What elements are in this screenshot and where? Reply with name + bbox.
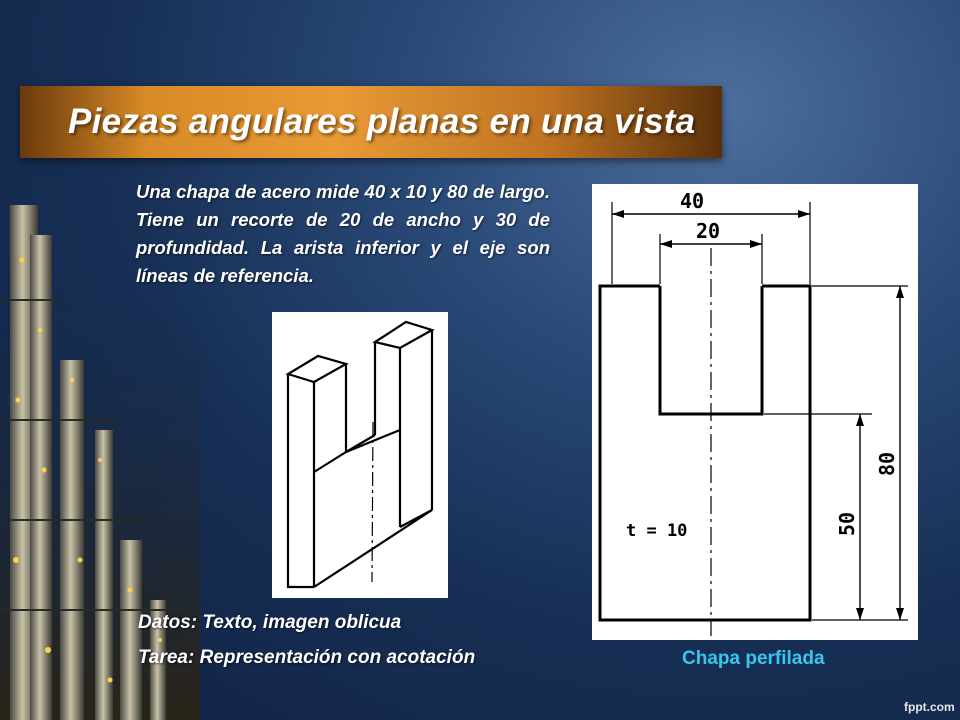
- dim-label-80: 80: [875, 451, 899, 476]
- technical-drawing-panel: [592, 184, 918, 640]
- dim-label-20: 20: [696, 219, 721, 243]
- dim-label-40: 40: [680, 189, 705, 213]
- dimensioned-drawing: [592, 184, 918, 640]
- dim-label-50: 50: [835, 511, 859, 536]
- problem-description: Una chapa de acero mide 40 x 10 y 80 de largo. Tiene un recorte de 20 de ancho y 30 de profundidad. La arista inferior y el eje son líneas de referencia.: [136, 181, 550, 286]
- page-title: Piezas angulares planas en una vista: [68, 102, 696, 141]
- oblique-view-panel: [272, 312, 448, 598]
- thickness-note: t = 10: [626, 521, 688, 541]
- oblique-part-drawing: [272, 312, 448, 598]
- data-note: Datos: Texto, imagen oblicua: [138, 612, 402, 633]
- watermark: fppt.com: [904, 700, 955, 714]
- task-note: Tarea: Representación con acotación: [138, 647, 476, 668]
- drawing-caption: Chapa perfilada: [682, 648, 825, 669]
